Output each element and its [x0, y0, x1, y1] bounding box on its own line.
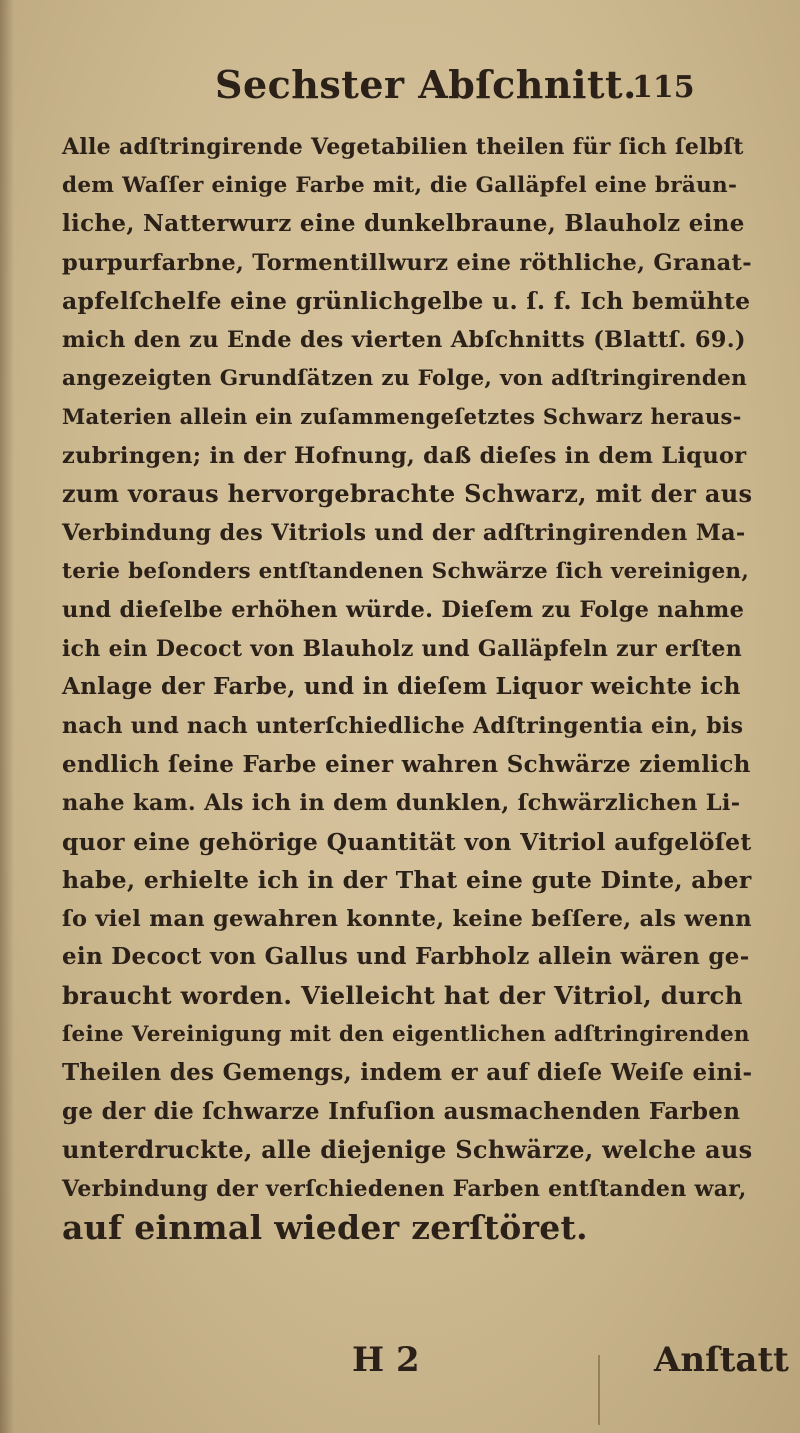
text-line: und dieſelbe erhöhen würde. Dieſem zu Folge nahme: [62, 597, 745, 624]
text-line: nahe kam. Als ich in dem dunklen, ſchwärzlichen Li-: [62, 790, 741, 817]
text-line: auf einmal wieder zerſtöret.: [62, 1207, 588, 1247]
text-line: angezeigten Grundſätzen zu Folge, von adſtringirenden: [62, 365, 748, 391]
text-line: Verbindung der verſchiedenen Farben entſtanden war,: [62, 1176, 747, 1203]
text-line: ſeine Vereinigung mit den eigentlichen adſtringirenden: [62, 1021, 750, 1047]
page-edge-shadow: [0, 0, 14, 1433]
text-line: unterdruckte, alle diejenige Schwärze, welche aus: [62, 1135, 753, 1165]
text-line: zum voraus hervorgebrachte Schwarz, mit der aus: [62, 479, 753, 509]
text-line: Theilen des Gemengs, indem er auf dieſe Weiſe eini-: [62, 1059, 753, 1087]
text-line: Anlage der Farbe, und in dieſem Liquor weichte ich: [62, 673, 741, 701]
text-line: dem Waſſer einige Farbe mit, die Galläpfel eine bräun-: [62, 172, 738, 198]
body-text: [62, 128, 752, 1247]
text-line: liche, Natterwurz eine dunkelbraune, Blauholz eine: [62, 210, 745, 238]
text-line: Verbindung des Vitriols und der adſtringirenden Ma-: [62, 519, 746, 546]
page-footer: [0, 1340, 800, 1390]
text-line: Alle adſtringirende Vegetabilien theilen für ſich ſelbſt: [62, 134, 744, 160]
text-line: Materien allein ein zuſammengeſetztes Schwarz heraus-: [62, 404, 742, 430]
text-line: ge der die ſchwarze Infuſion ausmachenden Farben: [62, 1097, 741, 1125]
paper-crease: [598, 1355, 600, 1425]
page-number: 115: [632, 70, 695, 105]
running-head: Sechster Abſchnitt.: [215, 62, 637, 107]
text-line: mich den zu Ende des vierten Abſchnitts (Blattſ. 69.): [62, 326, 746, 353]
page-header: [0, 58, 800, 108]
text-line: nach und nach unterſchiedliche Adſtringentia ein, bis: [62, 712, 744, 739]
text-line: zubringen; in der Hofnung, daß dieſes in dem Liquor: [62, 442, 747, 469]
text-line: endlich ſeine Farbe einer wahren Schwärze ziemlich: [62, 750, 751, 778]
text-line: ſo viel man gewahren konnte, keine beſſere, als wenn: [62, 905, 752, 932]
catchword: Anſtatt: [654, 1340, 789, 1380]
text-line: purpurfarbne, Tormentillwurz eine röthliche, Granat-: [62, 249, 752, 276]
text-line: braucht worden. Vielleicht hat der Vitriol, durch: [62, 981, 743, 1011]
text-line: terie beſonders entſtandenen Schwärze ſich vereinigen,: [62, 558, 750, 584]
signature-mark: H 2: [352, 1340, 420, 1380]
text-line: apfelſchelfe eine grünlichgelbe u. ſ. f. Ich bemühte: [62, 287, 751, 316]
text-line: quor eine gehörige Quantität von Vitriol aufgelöſet: [62, 827, 752, 856]
text-line: habe, erhielte ich in der That eine gute Dinte, aber: [62, 866, 752, 895]
text-line: ich ein Decoct von Blauholz und Galläpfeln zur erſten: [62, 635, 743, 662]
text-line: ein Decoct von Gallus und Farbholz allein wären ge-: [62, 943, 750, 971]
